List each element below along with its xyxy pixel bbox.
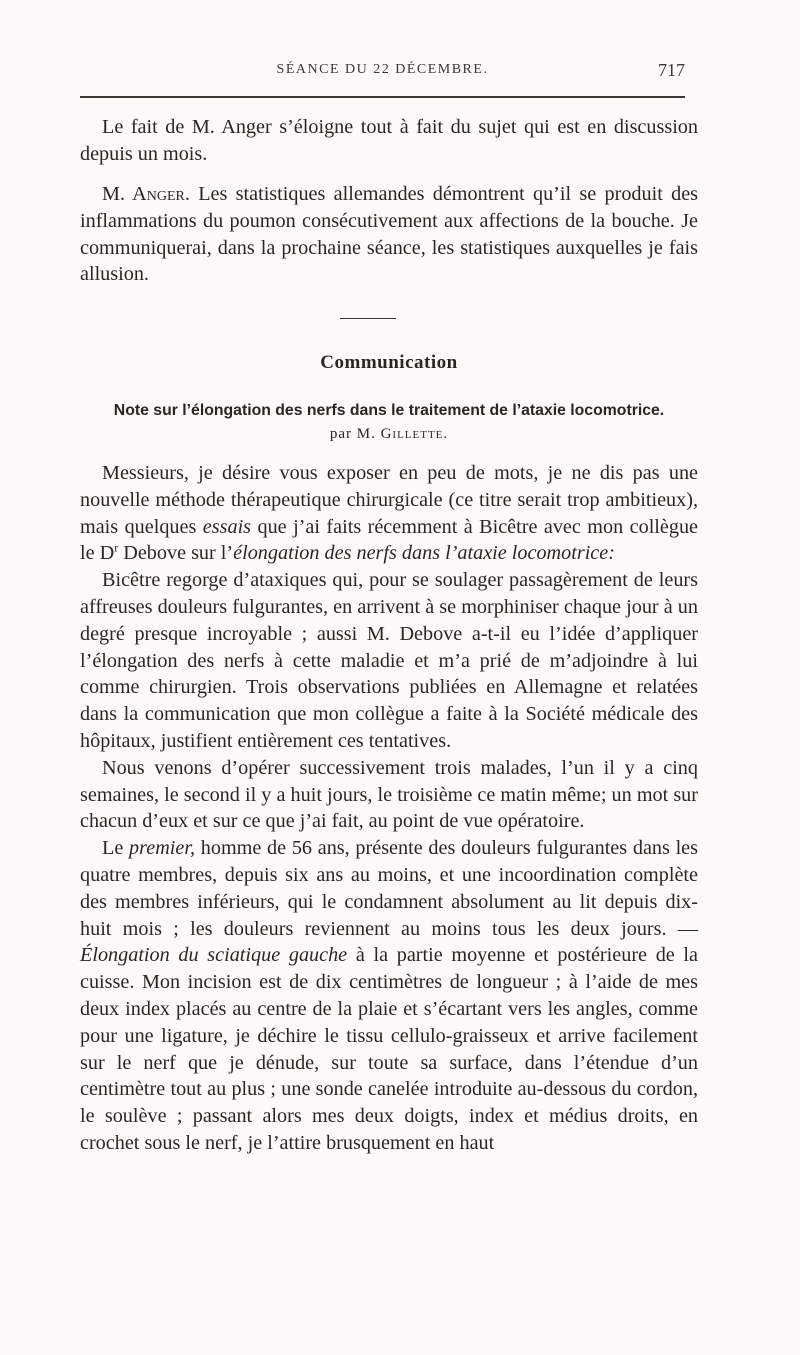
speaker-name: M. Anger.	[102, 183, 190, 205]
paragraph-5: Nous venons d’opérer successivement trois malades, l’un il y a cinq semaines, le second il y a huit jours, le troisième ce matin même; un mot sur chacun d’eux et sur ce que j’ai fait, au point de vue opératoire.	[80, 756, 698, 833]
paragraph-3-part-b: que j’ai faits récemment à Bicêtre avec mon collègue le D	[80, 515, 699, 565]
article-body	[80, 460, 698, 1157]
italic-sciatique: Élongation du sciatique gauche	[80, 944, 348, 967]
paragraph-2-body: Les statistiques allemandes démontrent qu’il se produit des inflammations du poumon consécutivement aux affections de la bouche. Je communiquerai, dans la prochaine séance, les statistiques auxquelles je fais allusion.	[80, 183, 699, 286]
running-title: SÉANCE DU 22 DÉCEMBRE.	[276, 62, 489, 77]
byline-author: Gillette.	[380, 426, 449, 442]
paragraph-3-part-a: Messieurs, je désire vous exposer en peu de mots, je ne dis pas une nouvelle méthode thérapeutique chirurgicale (ce titre serait trop ambitieux), mais quelques	[80, 462, 698, 538]
byline	[80, 426, 698, 443]
paragraph-6-part-b: homme de 56 ans, présente des douleurs fulgurantes dans les quatre membres, depuis six ans au moins, et une incoordination complète des membres inférieurs, qui le condamnent absolument au lit depuis dix-huit mois ; les douleurs reviennent au moins tous les deux jours. —	[80, 837, 699, 940]
paragraph-1-text: Le fait de M. Anger s’éloigne tout à fait du sujet qui est en discussion depuis un mois.	[80, 116, 698, 165]
paragraph-6	[80, 835, 698, 1157]
paragraph-2-text	[80, 181, 698, 288]
header-rule	[80, 96, 685, 98]
paragraph-6-part-c: à la partie moyenne et postérieure de la cuisse. Mon incision est de dix centimètres de longueur ; à l’aide de mes deux index placés au centre de la plaie et s’écartant vers les angles, comme pour une ligature, je déchire le tissu cellulo-graisseux et arrive facilement sur le nerf que je dénude, sur toute sa surface, dans l’étendue d’un centimètre tout au plus ; une sonde canelée introduite au-dessous du cordon, le soulève ; passant alors mes deux doigts, index et médius droits, en crochet sous le nerf, je l’attire brusquement en haut	[80, 944, 698, 1154]
separator-rule	[340, 318, 396, 319]
paragraph-4: Bicêtre regorge d’ataxiques qui, pour se soulager passagèrement de leurs affreuses douleurs fulgurantes, en arrivent à se morphiniser chaque jour à un degré presque incroyable ; aussi M. Debove a-t-il eu l’idée d’appliquer l’élongation des nerfs à cette maladie et m’a prié de m’adjoindre à lui comme chirurgien. Trois observations publiées en Allemagne et relatées dans la communication que mon collègue a faite à la Société médicale des hôpitaux, justifient entièrement ces tentatives.	[80, 569, 698, 752]
superscript-r: r	[114, 540, 119, 555]
paragraph-1	[80, 114, 698, 168]
italic-premier: premier,	[129, 837, 196, 860]
paragraph-6-part-a: Le	[102, 837, 124, 860]
paragraph-3-part-c: Debove sur l’	[123, 542, 234, 565]
byline-prefix: par M.	[329, 426, 376, 442]
section-heading: Communication	[320, 352, 458, 373]
running-head	[80, 60, 685, 86]
italic-essais: essais	[202, 515, 252, 538]
article-title: Note sur l’élongation des nerfs dans le traitement de l’ataxie locomotrice.	[113, 402, 665, 419]
italic-elongation-title: élongation des nerfs dans l’ataxie locomotrice:	[233, 542, 615, 565]
paragraph-3	[80, 460, 698, 567]
paragraph-2	[80, 181, 698, 288]
page-number: 717	[658, 60, 685, 80]
